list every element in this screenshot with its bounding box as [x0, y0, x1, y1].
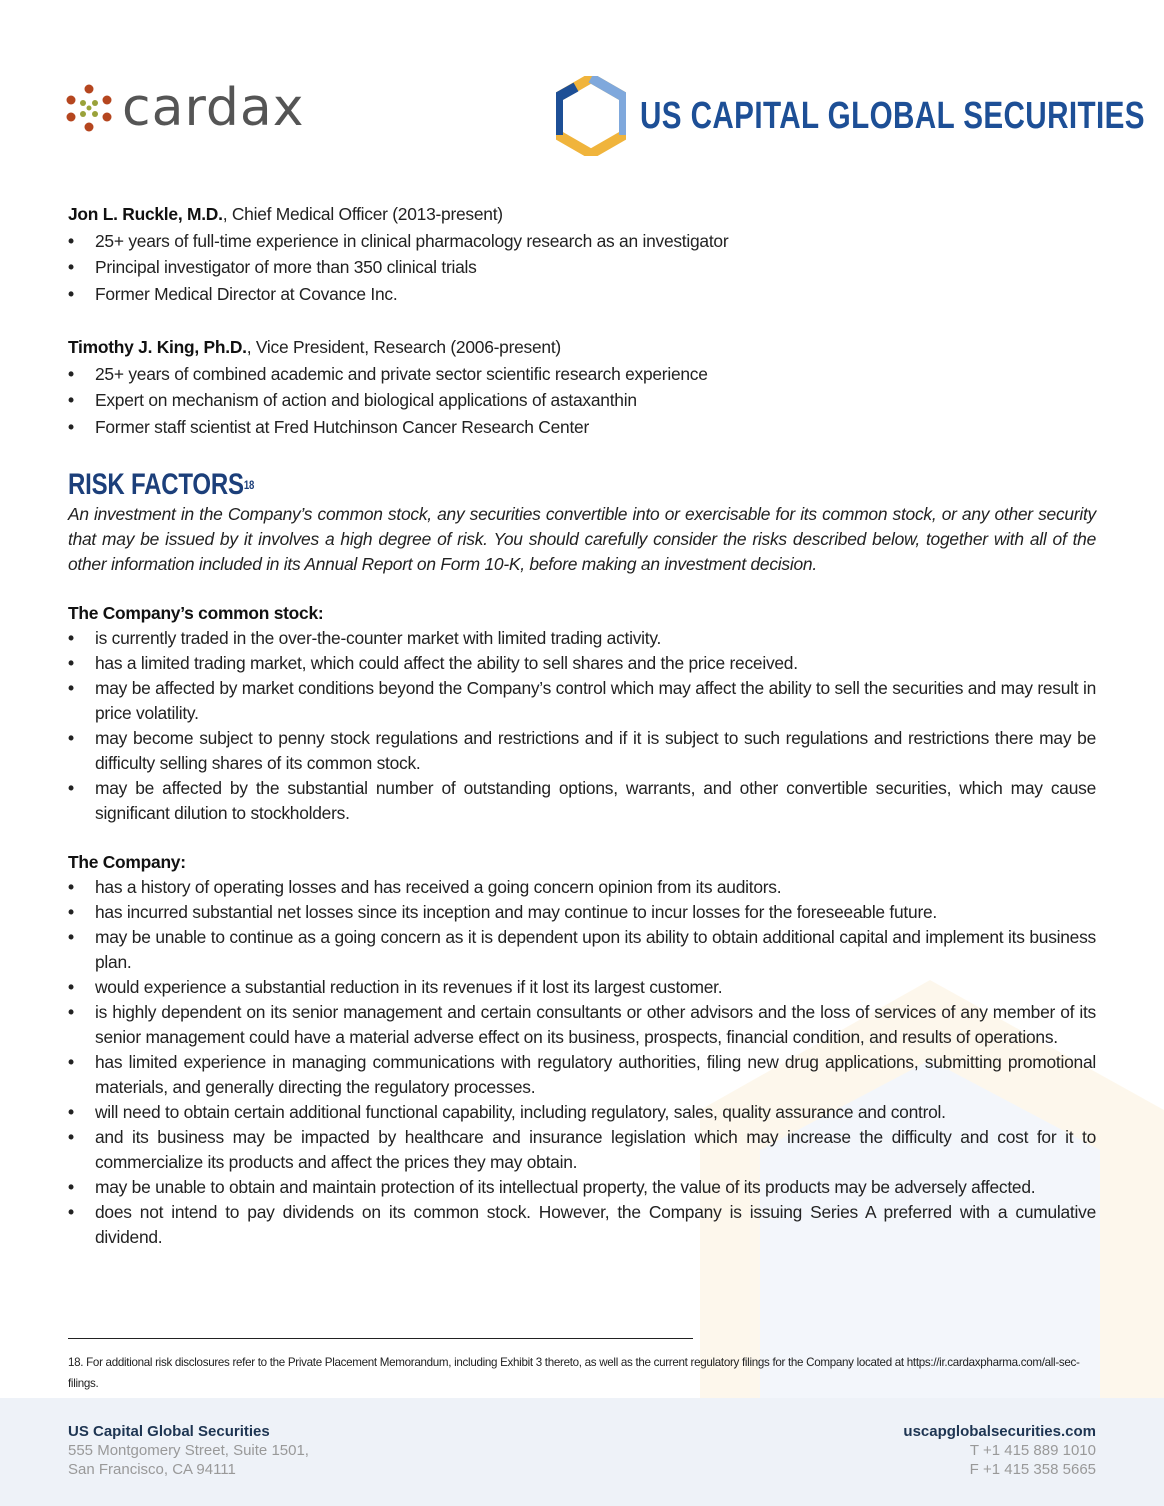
- list-item: • is highly dependent on its senior management and certain consultants or other advisors and the loss of services of any member of its senior management could have a material adverse effect on its business, prospects, financial condition, and results of operations.: [68, 1000, 1096, 1050]
- uscg-logo: [556, 76, 1164, 156]
- list-item: • Former staff scientist at Fred Hutchinson Cancer Research Center: [68, 414, 1096, 441]
- hexagon-logo-icon: [556, 76, 626, 156]
- list-item: • Principal investigator of more than 350 clinical trials: [68, 254, 1096, 281]
- list-item: • Former Medical Director at Covance Inc.: [68, 281, 1096, 308]
- intro-paragraph: An investment in the Company’s common stock, any securities convertible into or exercisable for its common stock, or any other security that may be issued by it involves a high degree of risk. You should carefully consider the risks described below, together with all of the other information included in its Annual Report on Form 10-K, before making an investment decision.: [68, 503, 1096, 574]
- list-item: • would experience a substantial reduction in its revenues if it lost its largest customer.: [68, 975, 1096, 1000]
- person-block: [68, 334, 1096, 440]
- cardax-wordmark: cardax: [122, 78, 305, 138]
- list-item: • has incurred substantial net losses since its inception and may continue to incur losses for the foreseeable future.: [68, 900, 1096, 925]
- uscg-wordmark: US CAPITAL GLOBAL SECURITIES: [640, 94, 1145, 137]
- risk-group: [68, 601, 1096, 826]
- footer-fax: F +1 415 358 5665: [969, 1461, 1096, 1478]
- footer-website-link[interactable]: uscapglobalsecurities.com: [903, 1423, 1096, 1440]
- list-item: • 25+ years of full-time experience in clinical pharmacology research as an investigator: [68, 228, 1096, 255]
- list-item: • has a limited trading market, which could affect the ability to sell shares and the price received.: [68, 651, 1096, 676]
- list-item: • has limited experience in managing communications with regulatory authorities, filing new drug applications, submitting promotional materials, and generally directing the regulatory processes.: [68, 1050, 1096, 1100]
- address-line: 555 Montgomery Street, Suite 1501,: [68, 1442, 309, 1459]
- footnote: 18. For additional risk disclosures refer to the Private Placement Memorandum, including Exhibit 3 thereto, as well as the current regulatory filings for the Company located at https://ir.cardaxpharma.com/all-sec-filings.: [68, 1356, 1080, 1390]
- list-item: • may be unable to obtain and maintain protection of its intellectual property, the value of its products may be adversely affected.: [68, 1175, 1096, 1200]
- footnote-divider: [68, 1338, 693, 1339]
- person-name: Timothy J. King, Ph.D.: [68, 337, 247, 358]
- list-item: • has a history of operating losses and has received a going concern opinion from its auditors.: [68, 875, 1096, 900]
- main-content: [68, 201, 1096, 1274]
- cardax-dots-icon: [66, 84, 112, 132]
- list-item: • Expert on mechanism of action and biological applications of astaxanthin: [68, 387, 1096, 414]
- footer-company: US Capital Global Securities: [68, 1423, 270, 1440]
- person-heading: [68, 201, 1096, 228]
- cardax-logo: [66, 78, 305, 138]
- section-title-text: RISK FACTORS: [68, 467, 244, 501]
- footer-contact: [903, 1422, 1096, 1479]
- list-item: • may be unable to continue as a going concern as it is dependent upon its ability to obtain additional capital and implement its business plan.: [68, 925, 1096, 975]
- list-item: • may become subject to penny stock regulations and restrictions and if it is subject to such regulations and restrictions there may be difficulty selling shares of its common stock.: [68, 726, 1096, 776]
- footer-address: [68, 1422, 309, 1479]
- address-line: San Francisco, CA 94111: [68, 1461, 236, 1478]
- person-heading: [68, 334, 1096, 361]
- section-title: [68, 468, 890, 502]
- list-item: • does not intend to pay dividends on its common stock. However, the Company is issuing Series A preferred with a cumulative dividend.: [68, 1200, 1096, 1250]
- list-item: • may be affected by market conditions beyond the Company’s control which may affect the ability to sell the securities and may result in price volatility.: [68, 676, 1096, 726]
- list-item: • will need to obtain certain additional functional capability, including regulatory, sales, quality assurance and control.: [68, 1100, 1096, 1125]
- person-title: , Chief Medical Officer (2013-present): [222, 204, 503, 224]
- person-title: , Vice President, Research (2006-present): [246, 337, 561, 358]
- list-item: • 25+ years of combined academic and private sector scientific research experience: [68, 361, 1096, 388]
- list-item: • and its business may be impacted by healthcare and insurance legislation which may increase the difficulty and cost for it to commercialize its products and affect the prices they may obtain.: [68, 1125, 1096, 1175]
- group-heading: The Company’s common stock:: [68, 602, 324, 623]
- list-item: • is currently traded in the over-the-counter market with limited trading activity.: [68, 626, 1096, 651]
- group-heading: The Company:: [68, 851, 186, 872]
- footer-phone: T +1 415 889 1010: [969, 1442, 1096, 1459]
- footnote-ref: 18: [243, 477, 255, 492]
- risk-group: [68, 850, 1096, 1250]
- list-item: • may be affected by the substantial number of outstanding options, warrants, and other convertible securities, which may cause significant dilution to stockholders.: [68, 776, 1096, 826]
- person-block: [68, 201, 1096, 307]
- person-name: Jon L. Ruckle, M.D.: [68, 204, 223, 224]
